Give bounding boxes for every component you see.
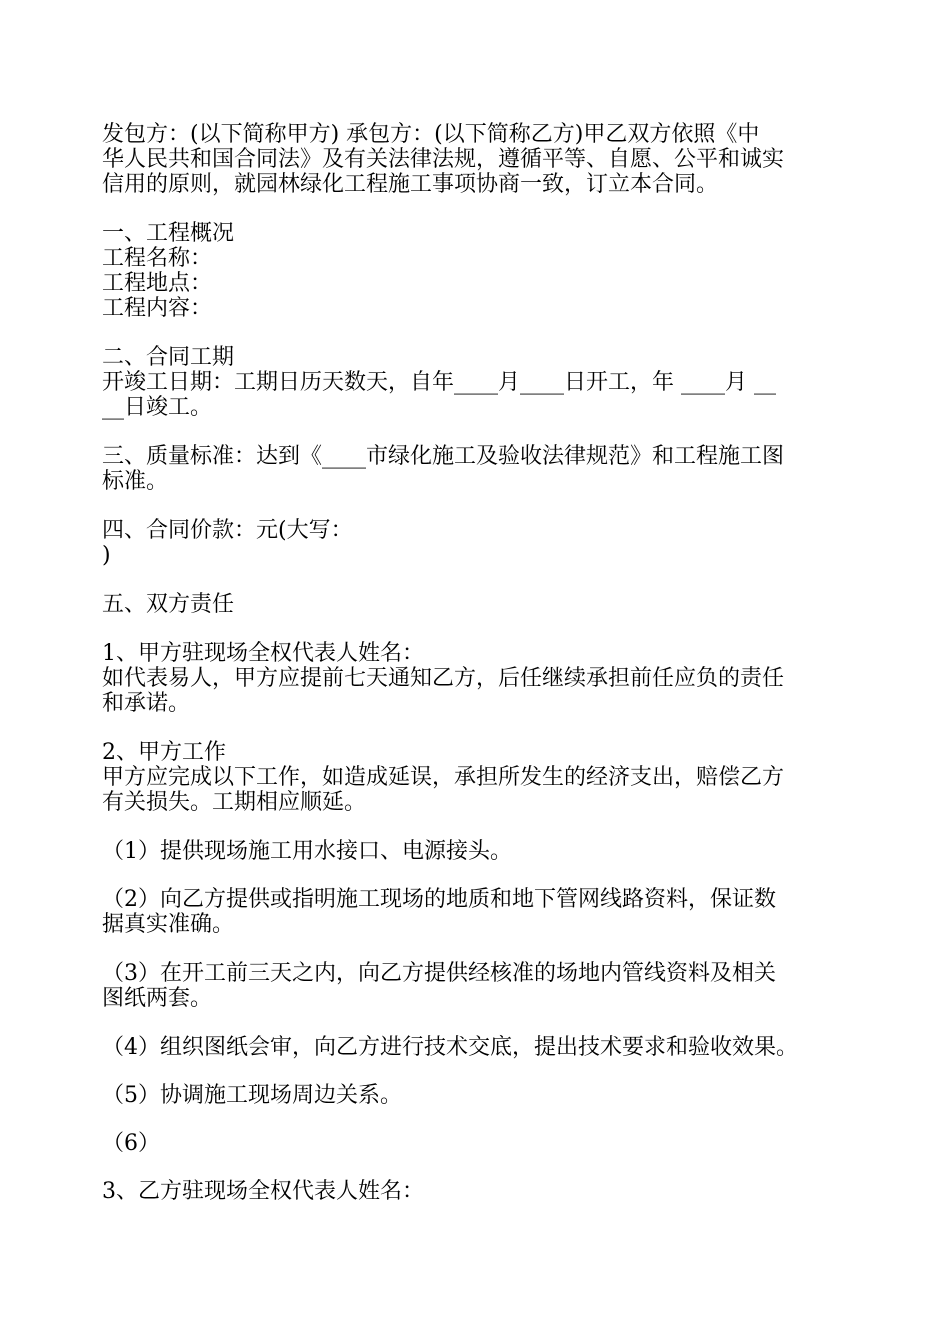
sub-item-4 [102,1035,852,1060]
section-contract-period [102,345,852,420]
sub-item-line: 据真实准确。 [102,912,235,937]
sub-item-3 [102,961,852,1011]
sub-item-line: （6） [102,1131,160,1156]
sub-item-line: （5）协调施工现场周边关系。 [102,1083,402,1108]
sub-item-2 [102,887,852,937]
project-location-field: 工程地点： [102,271,213,296]
item-line: 甲方应完成以下工作，如造成延误，承担所发生的经济支出，赔偿乙方 [102,765,785,790]
intro-paragraph [102,122,852,197]
item-party-a-representative [102,641,852,716]
intro-line: 发包方：(以下简称甲方) 承包方：(以下简称乙方)甲乙双方依照《中 [102,122,760,147]
project-name-field: 工程名称： [102,246,213,271]
item-party-b-representative [102,1179,852,1204]
contract-document [102,122,852,1228]
item-party-a-work [102,740,852,815]
quality-line: 三、质量标准：达到《____市绿化施工及验收法律规范》和工程施工图 [102,444,785,469]
sub-item-line: （2）向乙方提供或指明施工现场的地质和地下管网线路资料，保证数 [102,887,776,912]
sub-item-line: （1）提供现场施工用水接口、电源接头。 [102,839,512,864]
sub-item-1 [102,839,852,864]
sub-item-line: （3）在开工前三天之内，向乙方提供经核准的场地内管线资料及相关 [102,961,776,986]
item-line: 2、甲方工作 [102,740,226,765]
intro-line: 信用的原则，就园林绿化工程施工事项协商一致，订立本合同。 [102,172,719,197]
section-heading: 一、工程概况 [102,221,235,246]
item-line: 有关损失。工期相应顺延。 [102,790,367,815]
sub-item-line: 图纸两套。 [102,986,213,1011]
price-line: ) [102,543,111,568]
item-line: 和承诺。 [102,691,191,716]
period-line: __日竣工。 [102,395,213,420]
section-quality-standard [102,444,852,494]
section-heading: 二、合同工期 [102,345,235,370]
quality-line: 标准。 [102,469,169,494]
item-line: 如代表易人，甲方应提前七天通知乙方，后任继续承担前任应负的责任 [102,666,785,691]
project-content-field: 工程内容： [102,296,213,321]
section-contract-price [102,518,852,568]
item-line: 1、甲方驻现场全权代表人姓名： [102,641,424,666]
section-heading: 五、双方责任 [102,592,235,617]
item-line: 3、乙方驻现场全权代表人姓名： [102,1179,424,1204]
section-project-overview [102,221,852,321]
sub-item-5 [102,1083,852,1108]
period-line: 开竣工日期：工期日历天数天，自年____月____日开工，年 ____月 __ [102,370,776,395]
sub-item-line: （4）组织图纸会审，向乙方进行技术交底，提出技术要求和验收效果。 [102,1035,798,1060]
price-line: 四、合同价款：元(大写： [102,518,353,543]
section-responsibilities [102,592,852,617]
intro-line: 华人民共和国合同法》及有关法律法规，遵循平等、自愿、公平和诚实 [102,147,785,172]
sub-item-6 [102,1131,852,1156]
